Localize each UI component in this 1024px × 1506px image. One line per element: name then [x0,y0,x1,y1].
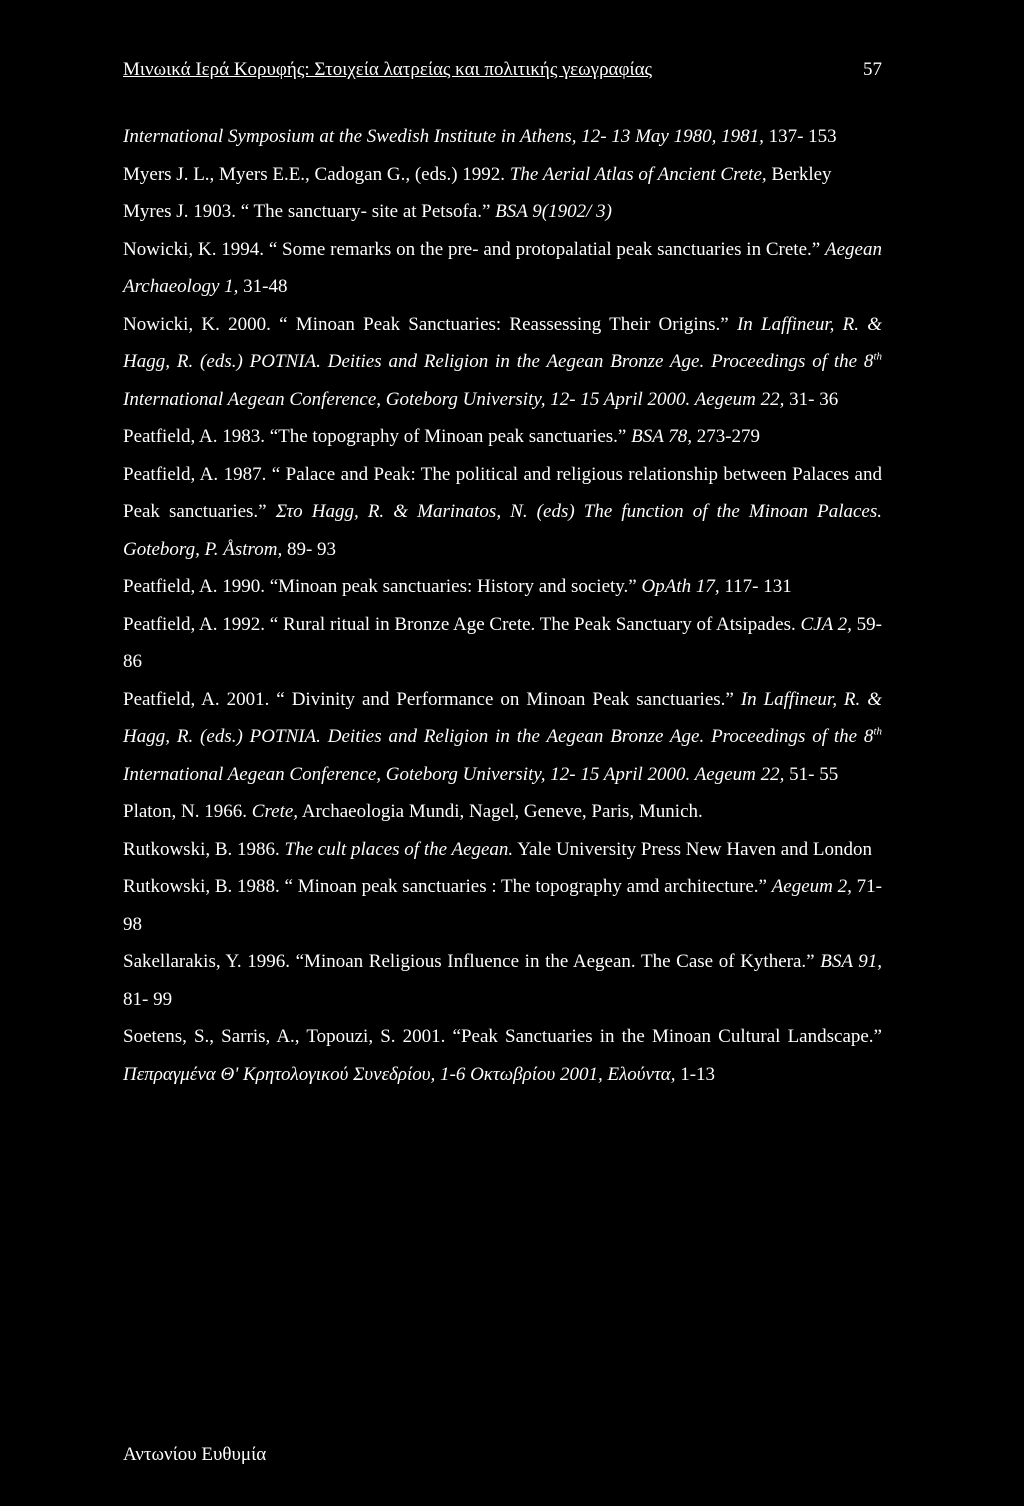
reference-italic-text: Aegeum 2, [771,876,852,897]
reference-italic-text [873,351,882,363]
reference-text: 81- 99 [123,988,173,1010]
reference-text: Peatfield, A. 2001. “ Divinity and Performance on Minoan Peak sanctuaries.” [123,688,741,710]
reference-text: 31-48 [238,276,288,297]
reference-text: 59- 86 [123,613,883,672]
reference-text: 31- 36 [784,388,839,410]
running-header [123,58,882,82]
ref-myres-1903 [123,193,882,231]
ref-peatfield-1992 [123,606,882,681]
ref-nowicki-1994 [123,231,882,306]
reference-text: 273-279 [691,426,761,447]
reference-italic-text: International Aegean Conference, Goteborg University, 12- 15 April 2000. Aegeum 22, [123,388,785,410]
reference-italic-text: Crete, [251,801,299,822]
ref-cont-symposium [123,118,882,156]
reference-italic-text: In Laffineur, R. & Hagg, R. (eds.) POTNIA. Deities and Religion in the Aegean Bronze Age. Proceedings of the 8 [123,688,883,747]
reference-text: Archaeologia Mundi, Nagel, Geneve, Paris, Munich. [298,801,703,822]
page-number: 57 [863,59,882,80]
reference-text: Rutkowski, B. 1986. [123,838,285,860]
reference-italic-text: The Aerial Atlas of Ancient Crete, [509,163,767,185]
reference-italic-text [873,726,882,738]
ref-nowicki-2000 [123,306,882,419]
reference-text: Platon, N. 1966. [123,801,252,822]
reference-italic-text: International Aegean Conference, Goteborg University, 12- 15 April 2000. Aegeum 22, [123,763,785,785]
ref-peatfield-2001 [123,681,882,794]
reference-italic-text: CJA 2, [800,613,852,635]
ref-soetens-2001 [123,1018,882,1093]
reference-text: Myers J. L., Myers E.E., Cadogan G., (eds.) 1992. [123,163,510,185]
reference-text: Sakellarakis, Y. 1996. “Minoan Religious Influence in the Aegean. The Case of Kythera.” [123,951,821,972]
reference-text: Myres J. 1903. “ The sanctuary- site at Petsofa.” [123,201,496,222]
reference-text: Peatfield, A. 1987. “ Palace and Peak: The political and religious relationship between Palaces and Peak sanctuaries.” [123,463,882,522]
reference-text: 137- 153 [763,126,837,147]
ref-rutkowski-1988 [123,868,882,943]
reference-text: Rutkowski, B. 1988. “ Minoan peak sanctuaries : The topography amd architecture.” [123,876,772,897]
reference-italic-text: Πεπραγμένα Θ' Κρητολογικού Συνεδρίου, 1-6 Οκτωβρίου 2001, Ελούντα, [123,1063,676,1085]
reference-text: Peatfield, A. 1992. “ Rural ritual in Bronze Age Crete. The Peak Sanctuary of Atsipades. [123,613,801,635]
reference-text: 89- 93 [282,538,337,560]
reference-italic-text: BSA 91, [820,951,882,972]
ref-peatfield-1990 [123,568,882,606]
reference-text: Peatfield, A. 1983. “The topography of Minoan peak sanctuaries.” [123,426,632,447]
reference-text: Peatfield, A. 1990. “Minoan peak sanctuaries: History and society.” [123,576,642,597]
reference-list [123,118,882,1093]
running-footer [123,1443,266,1467]
reference-text: Nowicki, K. 1994. “ Some remarks on the pre- and protopalatial peak sanctuaries in Crete.” [123,238,826,260]
reference-italic-text: In Laffineur, R. & Hagg, R. (eds.) POTNIA. Deities and Religion in the Aegean Bronze Age. Proceedings of the 8 [123,313,882,372]
reference-text: Soetens, S., Sarris, A., Topouzi, S. 2001. “Peak Sanctuaries in the Minoan Cultural Landscape.” [123,1026,882,1047]
reference-italic-text: International Symposium at the Swedish Institute in Athens, 12- 13 May 1980, 1981, [123,126,764,147]
running-title: Μινωικά Ιερά Κορυφής: Στοιχεία λατρείας και πολιτικής γεωγραφίας [123,59,653,80]
ref-myers-1992 [123,156,882,194]
reference-text: 117- 131 [719,576,792,597]
reference-italic-text: BSA 9(1902/ 3) [495,201,612,222]
ref-rutkowski-1986 [123,831,882,869]
superscript-text: th [873,350,882,363]
ref-peatfield-1987 [123,456,882,569]
reference-text: 51- 55 [784,763,839,785]
reference-text: Yale University Press New Haven and London [513,838,873,860]
reference-italic-text: Aegean Archaeology 1, [123,238,882,297]
reference-italic-text: OpAth 17, [641,576,720,597]
reference-italic-text: The cult places of the Aegean. [284,838,514,860]
author-name: Αντωνίου Ευθυμία [123,1444,267,1465]
ref-peatfield-1983 [123,418,882,456]
reference-text: Berkley [766,163,832,185]
ref-sakellarakis-1996 [123,943,882,1018]
reference-italic-text: BSA 78, [631,426,692,447]
reference-text: 1-13 [675,1063,716,1085]
reference-text: 71- 98 [123,876,882,935]
reference-text: Nowicki, K. 2000. “ Minoan Peak Sanctuaries: Reassessing Their Origins.” [123,313,737,335]
reference-italic-text: Στο Hagg, R. & Marinatos, N. (eds) The function of the Minoan Palaces. Goteborg, P. Åstrom, [123,501,882,560]
ref-platon-1966 [123,793,882,831]
superscript-text: th [873,725,882,738]
